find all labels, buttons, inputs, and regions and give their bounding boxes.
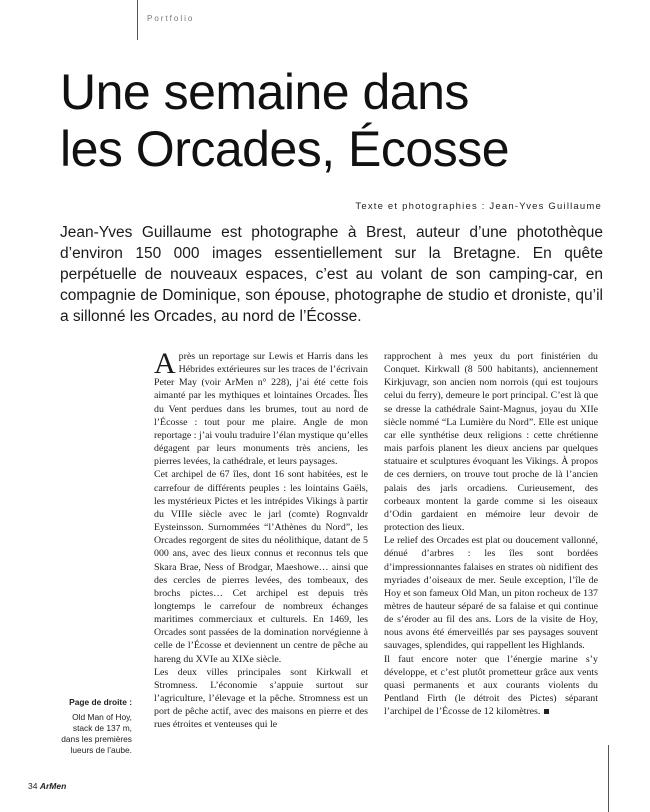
- body-column-2: [384, 350, 598, 718]
- body-paragraph-1: [154, 347, 368, 468]
- magazine-name: ArMen: [39, 781, 67, 791]
- body-paragraph-4: rapprochent à mes yeux du port finistérien du Conquet. Kirkwall (8 500 habitants), anciennement Kirkjuvagr, son ancien nom norrois (qui est toujours celui du ferry), demeure le port principal. C’est là que se dresse la cathédrale Saint-Magnus, joyau du XIIe siècle nommé “La Lumière du Nord”. Elle est unique car elle synthétise deux religions : cette chrétienne mais parfois planent les dieux anciens par quelques statuaire et sculptures évoquant les Vikings. À propos de ces derniers, on trouve tout proche de là l’ancien palais des jarls orcadiens. Curieusement, des corbeaux montent la garde comme si les oiseaux d’Odin gardaient en mémoire leur devoir de protection des lieux.: [384, 351, 598, 534]
- body-paragraph-3: Les deux villes principales sont Kirkwall et Stromness. L’économie s’appuie surtout sur l’agriculture, l’élevage et la pêche. Stromness est un port de pêche actif, avec des maisons en pierre et des rues étroites et venteuses qui le: [154, 666, 368, 731]
- article-title: [60, 64, 620, 178]
- end-of-article-mark: [544, 709, 549, 714]
- body-paragraph-2: Cet archipel de 67 îles, dont 16 sont habitées, est le carrefour de différents peuples : les lointains Gaëls, les mystérieux Pictes et les intrépides Vikings à partir du VIIIe siècle avec le jarl (comte) Rognvaldr Eysteinsson. Surnommées “l’Athènes du Nord”, les Orcades regorgent de sites du néolithique, datant de 5 000 ans, avec des lieux connus et reconnus tels que Skara Brae, Ness of Brodgar, Maeshowe… ainsi que des cercles de pierres levées, des tombeaux, des brochs pictes… Cet archipel est depuis très longtemps le carrefour de nombreux échanges maritimes commerciaux et culturels. En 1469, les Orcades sont passées de la domination norvégienne à celle de l’Écosse et deviennent un centre de pêche au hareng du XVIe au XIXe siècle.: [154, 469, 368, 665]
- vertical-rule-top: [137, 0, 138, 40]
- caption-text: Old Man of Hoy, stack de 137 m, dans les premières lueurs de l’aube.: [61, 712, 132, 755]
- title-line-1: Une semaine dans: [60, 64, 469, 120]
- page-number: 34: [28, 781, 38, 791]
- folio: [28, 781, 66, 791]
- vertical-rule-bottom: [608, 745, 609, 812]
- title-line-2: les Orcades, Écosse: [60, 121, 510, 177]
- drop-cap: A: [154, 347, 176, 380]
- photo-caption: [60, 697, 132, 756]
- body-paragraph-6-text: Il faut encore noter que l’énergie marine s’y développe, et c’est plutôt prometteur grâce aux vents quasi permanents et aux courants violents du Pentland Firth (le détroit des Pictes) séparant l’archipel de l’Écosse de 12 kilomètres.: [384, 653, 598, 718]
- body-paragraph-5: Le relief des Orcades est plat ou doucement vallonné, dénué d’arbres : les îles sont bordées d’impressionnantes falaises en strates où nidifient des myriades d’oiseaux de mer. Seule exception, l’île de Hoy et son fameux Old Man, un piton rocheux de 137 mètres de hauteur séparé de sa falaise et qui continue de s’éroder au fil des ans. Lors de la visite de Hoy, nous avons été émerveillés par ses paysages souvent sauvages, splendides, qui rappellent les Highlands.: [384, 535, 598, 652]
- body-paragraph-1-text: près un reportage sur Lewis et Harris dans les Hébrides extérieures sur les traces de l’écrivain Peter May (voir ArMen n° 228), j’ai été cette fois aimanté par les mythiques et lointaines Orcades. Îles du Vent perdues dans les brumes, tout au nord de l’Écosse : tout pour me plaire. Angle de mon reportage : j’ai voulu traduire l’élan mystique qu’elles dégagent par leurs monuments très anciens, les pierres levées, la cathédrale, et leurs paysages.: [154, 351, 368, 468]
- body-paragraph-6: [384, 653, 598, 719]
- caption-heading: Page de droite :: [69, 697, 132, 707]
- body-column-1: [154, 347, 368, 732]
- section-rubric: Portfolio: [147, 14, 195, 23]
- byline: Texte et photographies : Jean-Yves Guillaume: [355, 201, 602, 212]
- lead-paragraph: Jean-Yves Guillaume est photographe à Brest, auteur d’une photothèque d’environ 150 000 images essentiellement sur la Bretagne. En quête perpétuelle de nouveaux espaces, c’est au volant de son camping-car, en compagnie de Dominique, son épouse, photographe de studio et droniste, qu’il a sillonné les Orcades, au nord de l’Écosse.: [60, 224, 603, 325]
